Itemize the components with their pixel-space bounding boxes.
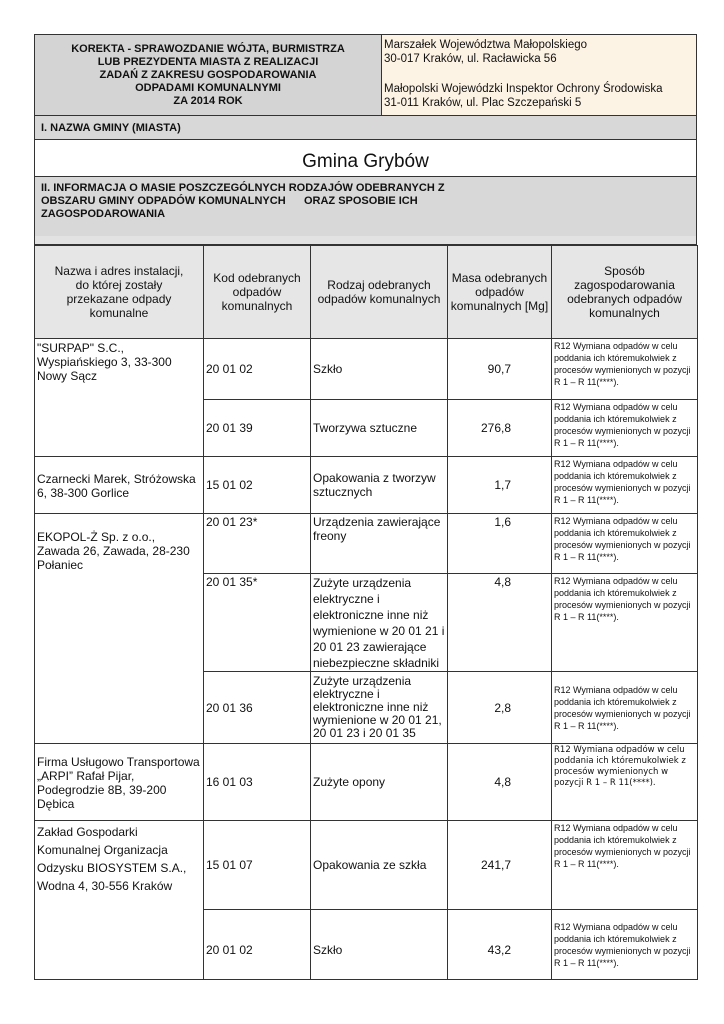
section-2-label — [34, 177, 697, 245]
recipient-1-name: Marszałek Województwa Małopolskiego — [384, 39, 588, 51]
code-cell: 20 01 35* — [204, 574, 311, 672]
report-title-line: ZADAŃ Z ZAKRESU GOSPODAROWANIA — [99, 69, 317, 81]
section-1-label: I. NAZWA GMINY (MIASTA) — [34, 116, 697, 140]
installation-cell: "SURPAP" S.C., Wyspiańskiego 3, 33-300 Nowy Sącz — [35, 339, 204, 457]
municipality-name: Gmina Grybów — [34, 140, 697, 177]
mass-cell: 43,2 — [448, 910, 552, 980]
table-row — [35, 744, 698, 821]
method-cell: R12 Wymiana odpadów w celu poddania ich któremukolwiek z procesów wymienionych w pozycji R 1 – R 11(****). — [552, 574, 698, 672]
report-title-line: LUB PREZYDENTA MIASTA Z REALIZACJI — [97, 56, 319, 68]
installation-cell: Firma Usługowo Transportowa „ARPI” Rafał Pijar, Podegrodzie 8B, 39-200 Dębica — [35, 744, 204, 821]
code-cell: 20 01 02 — [204, 339, 311, 400]
mass-cell: 90,7 — [448, 339, 552, 400]
report-title-line: ZA 2014 ROK — [173, 95, 243, 107]
code-cell: 20 01 02 — [204, 910, 311, 980]
code-cell: 20 01 39 — [204, 400, 311, 457]
mass-cell: 276,8 — [448, 400, 552, 457]
col-header-code: Kod odebranych odpadów komunalnych — [204, 246, 311, 339]
type-cell: Tworzywa sztuczne — [311, 400, 448, 457]
installation-cell: EKOPOL-Ż Sp. z o.o., Zawada 26, Zawada, 28-230 Połaniec — [35, 514, 204, 744]
method-cell: R12 Wymiana odpadów w celu poddania ich któremukolwiek z procesów wymienionych w pozycji R 1 – R 11(****). — [552, 514, 698, 574]
type-cell: Zużyte urządzenia elektryczne i elektroniczne inne niż wymienione w 20 01 21 i 20 01 23 zawierające niebezpieczne składniki — [311, 574, 448, 672]
recipient-2-address: 31-011 Kraków, ul. Plac Szczepański 5 — [384, 97, 582, 109]
col-header-type: Rodzaj odebranych odpadów komunalnych — [311, 246, 448, 339]
table-row — [35, 514, 698, 574]
code-cell: 20 01 36 — [204, 672, 311, 744]
type-cell: Szkło — [311, 339, 448, 400]
report-title-line: ODPADAMI KOMUNALNYMI — [135, 82, 281, 94]
section-2-line: OBSZARU GMINY ODPADÓW KOMUNALNYCH ORAZ SPOSOBIE ICH — [41, 195, 418, 207]
type-cell: Opakowania ze szkła — [311, 821, 448, 910]
report-header — [34, 34, 697, 116]
code-cell: 15 01 07 — [204, 821, 311, 910]
section-2-line: ZAGOSPODAROWANIA — [41, 208, 166, 220]
installation-cell: Czarnecki Marek, Stróżowska 6, 38-300 Gorlice — [35, 457, 204, 514]
recipient-2-name: Małopolski Wojewódzki Inspektor Ochrony Środowiska — [384, 83, 663, 95]
type-cell: Szkło — [311, 910, 448, 980]
installation-cell: Zakład Gospodarki Komunalnej Organizacja Odzysku BIOSYSTEM S.A., Wodna 4, 30-556 Kraków — [35, 821, 204, 980]
method-cell: R12 Wymiana odpadów w celu poddania ich któremukolwiek z procesów wymienionych w pozycji R 1 – R 11(****). — [552, 821, 698, 910]
method-cell: R12 Wymiana odpadów w celu poddania ich któremukolwiek z procesów wymienionych w pozycji R 1 – R 11(****). — [552, 339, 698, 400]
waste-table — [34, 245, 698, 980]
report-title-line: KOREKTA - SPRAWOZDANIE WÓJTA, BURMISTRZA — [71, 43, 345, 55]
method-cell: R12 Wymiana odpadów w celu poddania ich któremukolwiek z procesów wymienionych w pozycji R 1 – R 11(****). — [552, 672, 698, 744]
type-cell: Urządzenia zawierające freony — [311, 514, 448, 574]
col-header-mass: Masa odebranych odpadów komunalnych [Mg] — [448, 246, 552, 339]
col-header-method: Sposób zagospodarowania odebranych odpadów komunalnych — [552, 246, 698, 339]
mass-cell: 1,7 — [448, 457, 552, 514]
method-cell: R12 Wymiana odpadów w celu poddania ich któremukolwiek z procesów wymienionych w pozycji R 1 – R 11(****). — [552, 910, 698, 980]
method-cell: R12 Wymiana odpadów w celu poddania ich któremukolwiek z procesów wymienionych w pozycji R 1 – R 11(****). — [552, 457, 698, 514]
table-row — [35, 339, 698, 400]
table-header-row — [35, 246, 698, 339]
type-cell: Zużyte urządzenia elektryczne i elektroniczne inne niż wymienione w 20 01 21, 20 01 23 i 20 01 35 — [311, 672, 448, 744]
report-page — [34, 34, 697, 980]
mass-cell: 4,8 — [448, 744, 552, 821]
section-2-line: II. INFORMACJA O MASIE POSZCZEGÓLNYCH RODZAJÓW ODEBRANYCH Z — [41, 182, 445, 194]
type-cell: Zużyte opony — [311, 744, 448, 821]
report-title — [35, 35, 382, 115]
code-cell: 20 01 23* — [204, 514, 311, 574]
mass-cell: 1,6 — [448, 514, 552, 574]
method-cell: R12 Wymiana odpadów w celu poddania ich któremukolwiek z procesów wymienionych w pozycji R 1 – R 11(****). — [552, 744, 698, 821]
col-header-installation: Nazwa i adres instalacji, do której zostały przekazane odpady komunalne — [35, 246, 204, 339]
table-row — [35, 821, 698, 910]
recipients — [382, 35, 696, 115]
type-cell: Opakowania z tworzyw sztucznych — [311, 457, 448, 514]
mass-cell: 2,8 — [448, 672, 552, 744]
code-cell: 16 01 03 — [204, 744, 311, 821]
table-row — [35, 457, 698, 514]
recipient-1-address: 30-017 Kraków, ul. Racławicka 56 — [384, 53, 557, 65]
code-cell: 15 01 02 — [204, 457, 311, 514]
mass-cell: 4,8 — [448, 574, 552, 672]
mass-cell: 241,7 — [448, 821, 552, 910]
method-cell: R12 Wymiana odpadów w celu poddania ich któremukolwiek z procesów wymienionych w pozycji R 1 – R 11(****). — [552, 400, 698, 457]
